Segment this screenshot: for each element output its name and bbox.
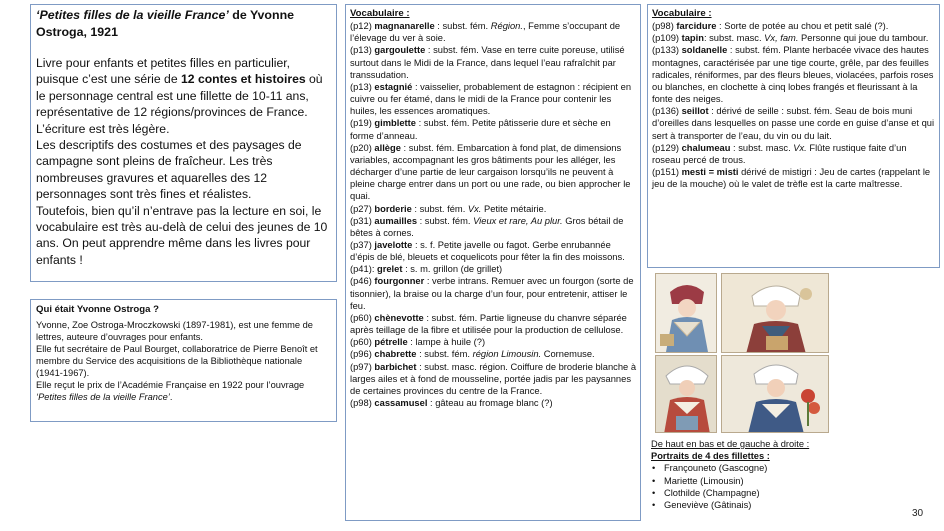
entry-ref: (p13) xyxy=(350,81,375,92)
vocabulary-title: Vocabulaire : xyxy=(652,8,712,19)
entry-ref: (p98) xyxy=(350,398,375,408)
entry-ref: (p20) xyxy=(350,142,375,153)
intro-box xyxy=(30,4,337,282)
entry-ref: (p96) xyxy=(350,349,375,360)
entry-ref: (p136) xyxy=(652,106,682,117)
postcard-image-gatinais xyxy=(721,355,829,433)
entry-word: cassamusel xyxy=(374,398,428,408)
postcard-image-gascogne xyxy=(655,273,717,353)
list-item: • Françouneto (Gascogne) xyxy=(651,462,891,474)
bio-line: Elle fut secrétaire de Paul Bourget, collaboratrice de Pierre Benoît et membre du Service des acquisitions de la Bibliothèque nationale (1941-1967). xyxy=(36,344,318,378)
bio-title: Qui était Yvonne Ostroga ? xyxy=(36,304,159,315)
image-caption xyxy=(651,438,891,511)
vocabulary-entry xyxy=(350,142,636,203)
entry-word: fourgonner xyxy=(374,276,425,287)
entry-ref: (p129) xyxy=(652,142,682,153)
entry-word: aumailles xyxy=(374,215,418,226)
postcards-image-group xyxy=(655,273,831,433)
vocabulary-entry xyxy=(350,361,636,397)
entry-pre: : subst. fém. xyxy=(434,21,491,32)
entry-word: barbichet xyxy=(374,361,417,372)
entry-pre: : subst. masc. région. Coiffure de broderie blanche à larges ailes et à fond de mousseline, portée jadis par les paysannes de certaines provinces du centre de la France. xyxy=(350,361,637,396)
entry-word: borderie xyxy=(374,203,412,214)
entry-pre: : s. f. Petite javelle ou fagot. Gerbe enrubannée d’épis de blé, bleuets et coquelicots pour fêter la fin des moissons. xyxy=(350,239,625,263)
entry-word: chabrette xyxy=(374,349,417,360)
entry-it: région Limousin. xyxy=(472,349,542,360)
entry-it: Vx. xyxy=(467,203,482,214)
entry-it: Vx. xyxy=(793,142,807,153)
caption-subheading: Portraits de 4 des fillettes : xyxy=(651,451,770,462)
entry-word: gimblette xyxy=(374,118,416,129)
entry-post: Cornemuse. xyxy=(541,349,595,360)
entry-word: javelotte xyxy=(374,239,413,250)
vocabulary-entry xyxy=(652,32,935,44)
entry-post: Personne qui joue du tambour. xyxy=(798,33,929,44)
entry-word: mesti = misti xyxy=(681,167,739,178)
list-item: • Mariette (Limousin) xyxy=(651,475,891,487)
entry-pre: dérivé de mistigri : Jeu de cartes (rappelant le jeu de la mouche) où le valet de trèfle est la carte maîtresse. xyxy=(652,167,931,190)
entry-ref: (p109) xyxy=(652,33,682,44)
vocabulary-entry xyxy=(350,203,636,215)
entry-ref: (p60) xyxy=(350,312,375,323)
entry-word: soldanelle xyxy=(681,45,728,56)
entry-pre: : s. m. grillon (de grillet) xyxy=(402,264,503,275)
entry-ref: (p13) xyxy=(350,45,375,56)
vocabulary-entry xyxy=(350,336,636,348)
vocabulary-entry xyxy=(350,117,636,141)
entry-ref: (p31) xyxy=(350,215,375,226)
entry-ref: (p97) xyxy=(350,361,375,372)
entry-ref: (p60) xyxy=(350,337,375,348)
entry-pre: : subst. fém. xyxy=(416,349,473,360)
entry-pre: : subst. masc. xyxy=(730,142,794,153)
entry-ref: (p133) xyxy=(652,45,682,56)
intro-body: Livre pour enfants et petites filles en particulier, puisque c’est une série de 12 contes et histoires où le personnage central est une fillette de 10-11 ans, représentative de 12 régions/provinces de France. L’écriture est très légère. Les descriptifs des costumes et des paysages de campagne sont pleins de fraîcheur. Les très nombreuses gravures et aquarelles des 12 personnages sont très fines et réalistes. Toutefois, bien qu’il n’entrave pas la lecture en soi, le vocabulaire est très au-delà de celui des jeunes de 10 ans. On peut apprendre même dans les livres pour enfants ! xyxy=(36,56,328,267)
entry-ref: (p19) xyxy=(350,118,375,129)
entry-word: pétrelle xyxy=(374,337,408,348)
entry-pre: : lampe à huile (?) xyxy=(407,337,486,348)
vocabulary-entry xyxy=(652,20,935,32)
entry-word: chènevotte xyxy=(374,312,424,323)
caption-heading: De haut en bas et de gauche à droite : xyxy=(651,439,810,449)
entry-ref: (p27) xyxy=(350,203,375,214)
entry-ref: (p12) xyxy=(350,21,375,32)
vocabulary-entry xyxy=(652,166,935,190)
entry-word: gargoulette xyxy=(374,45,426,56)
page-number: 30 xyxy=(912,508,924,519)
entry-word: seillot xyxy=(681,106,709,117)
vocabulary-entry xyxy=(350,215,636,239)
entry-pre: : subst. fém. Plante herbacée vivace des hautes montagnes, caractérisée par une tige courte, grêle, par des feuilles radicales, réniformes, par des fleurs bleues, violacées, parfois roses ou blanches, en clochette à cinq lobes frangés et fleurissant à la fonte des neiges. xyxy=(652,45,934,105)
vocabulary-box-2 xyxy=(647,4,940,268)
bio-line: Elle reçut le prix de l’Académie Française en 1922 pour l’ouvrage ‘Petites filles de la vieille France’. xyxy=(36,380,305,402)
vocabulary-box-1 xyxy=(345,4,641,521)
vocabulary-entry xyxy=(652,44,935,105)
entry-pre: : Sorte de potée au chou et petit salé (?). xyxy=(716,21,889,32)
entry-word: chalumeau xyxy=(681,142,731,153)
entry-ref: (p37) xyxy=(350,239,375,250)
vocabulary-list xyxy=(652,20,935,190)
entry-it: Vx, fam. xyxy=(764,33,799,44)
list-item: • Clothilde (Champagne) xyxy=(651,487,891,499)
vocabulary-title: Vocabulaire : xyxy=(350,8,410,19)
entry-word: grelet xyxy=(377,264,403,275)
vocabulary-entry xyxy=(350,397,636,409)
entry-post: Flûte rustique faite d’un roseau percé de trous. xyxy=(652,142,907,165)
vocabulary-entry xyxy=(350,81,636,117)
book-title: ‘Petites filles de la vieille France’ de Yvonne Ostroga, 1921 xyxy=(36,8,295,39)
vocabulary-entry xyxy=(350,263,636,275)
entry-word: magnanarelle xyxy=(374,21,435,32)
vocabulary-entry xyxy=(652,142,935,166)
vocabulary-entry xyxy=(350,312,636,336)
entry-it: Vieux et rare, Au plur. xyxy=(473,215,563,226)
vocabulary-entry xyxy=(350,239,636,263)
entry-pre: : subst. masc. xyxy=(703,33,765,44)
entry-word: estagnié xyxy=(374,81,413,92)
entry-pre: : subst. fém. Petite pâtisserie dure et sèche en forme d’anneau. xyxy=(350,118,611,141)
list-item: • Geneviève (Gâtinais) xyxy=(651,499,891,511)
postcard-image-limousin xyxy=(721,273,829,353)
entry-word: farcidure xyxy=(676,21,717,32)
entry-pre: : subst. fém. xyxy=(417,215,474,226)
entry-ref: (p151) xyxy=(652,167,682,178)
entry-word: allège xyxy=(374,142,401,153)
entry-pre: : gâteau au fromage blanc (?) xyxy=(427,398,553,408)
bio-line: Yvonne, Zoe Ostroga-Mroczkowski (1897-1981), est une femme de lettres, auteure d’ouvrages pour enfants. xyxy=(36,320,313,342)
vocabulary-entry xyxy=(350,20,636,44)
entry-pre: : verbe intrans. Remuer avec un fourgon (sorte de tisonnier), la braise ou la charge d’un four, pour entretenir, attiser le feu. xyxy=(350,276,634,311)
entry-it: Région. xyxy=(490,21,523,32)
vocabulary-list xyxy=(350,20,636,409)
vocabulary-entry xyxy=(350,275,636,311)
entry-pre: : subst. fém. Vase en terre cuite poreuse, utilisé surtout dans le Midi de la France, dans lequel l’eau rafraîchit par transsudation. xyxy=(350,45,625,80)
entry-pre: : vaisselier, probablement de estagnon : récipient en cuivre ou fer étamé, dans le midi de la France pour contenir les huiles, les essences aromatiques. xyxy=(350,81,632,117)
entry-word: tapin xyxy=(681,33,704,44)
entry-ref: (p98) xyxy=(652,21,677,32)
entry-ref: (p41): xyxy=(350,264,378,275)
entry-pre: : subst. fém. Partie ligneuse du chanvre séparée après teillage de la fibre et utilisée pour la production de cellulose. xyxy=(350,312,627,336)
entry-ref: (p46) xyxy=(350,276,375,287)
vocabulary-entry xyxy=(350,348,636,360)
entry-pre: : subst. fém. Embarcation à fond plat, de dimensions variables, accompagnant les gros bâtiments pour les alléger, les décharger d’une partie de leur cargaison lorsqu’ils ne peuvent à pleine charge entrer dans un port ou une rade, ou bien approcher le quai. xyxy=(350,142,631,202)
vocabulary-entry xyxy=(350,44,636,80)
author-bio-box xyxy=(30,299,337,422)
entry-post: Petite métairie. xyxy=(481,203,547,214)
postcard-image-champagne xyxy=(655,355,717,433)
entry-post: Gros bétail de bêtes à cornes. xyxy=(350,215,624,238)
entry-pre: : dérivé de seille : subst. fém. Seau de bois muni d’oreilles dans lesquelles on passe une corde en guise d’anse et qui sert à transporter de l’eau, du vin ou du lait. xyxy=(652,106,935,141)
entry-post: , Femme s’occupant de l’élevage du ver à soie. xyxy=(350,21,621,44)
vocabulary-entry xyxy=(652,105,935,141)
portrait-list xyxy=(651,462,891,511)
entry-pre: : subst. fém. xyxy=(411,203,468,214)
